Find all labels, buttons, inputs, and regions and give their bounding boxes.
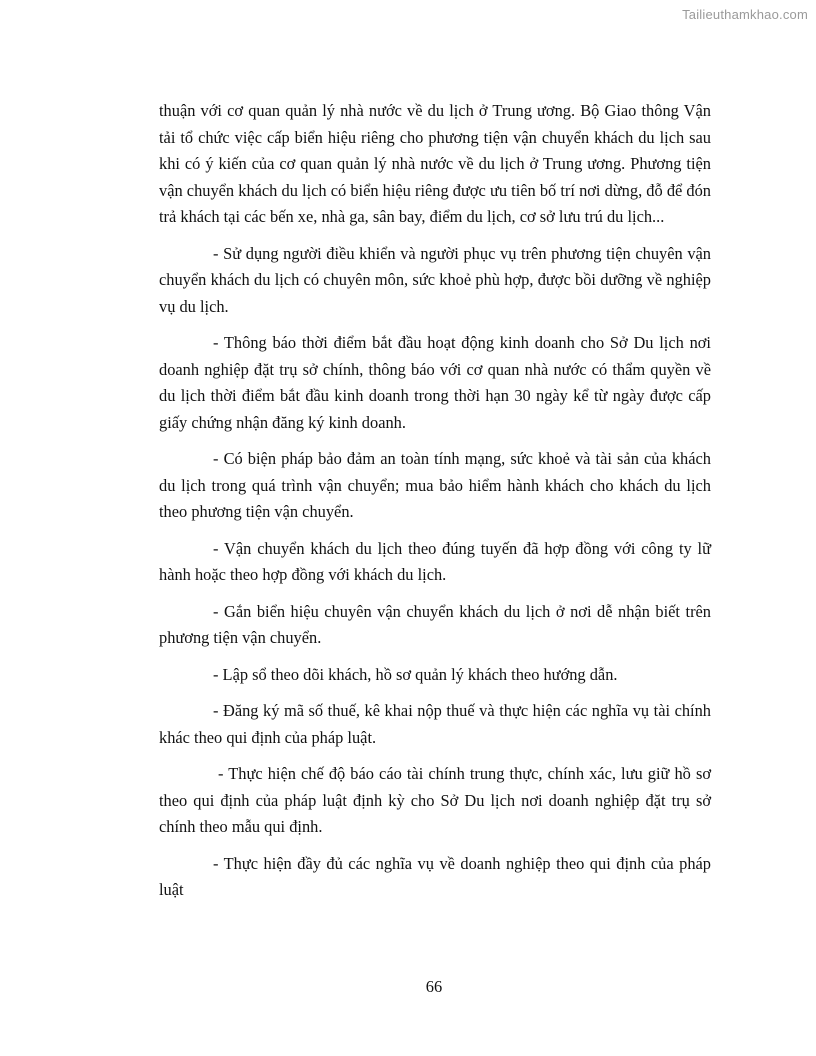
paragraph-bullet-signage: - Gắn biển hiệu chuyên vận chuyển khách du lịch ở nơi dễ nhận biết trên phương tiện vận chuyển. bbox=[159, 601, 711, 647]
page-number: 66 bbox=[425, 977, 443, 996]
paragraph-bullet-logbook: - Lập sổ theo dõi khách, hồ sơ quản lý khách theo hướng dẫn. bbox=[213, 664, 618, 684]
site-watermark: Tailieuthamkhao.com bbox=[682, 7, 808, 22]
paragraph-bullet-tax: - Đăng ký mã số thuế, kê khai nộp thuế và thực hiện các nghĩa vụ tài chính khác theo qui định của pháp luật. bbox=[159, 701, 711, 747]
paragraph-bullet-safety: - Có biện pháp bảo đảm an toàn tính mạng, sức khoẻ và tài sản của khách du lịch trong quá trình vận chuyển; mua bảo hiểm hành khách cho khách du lịch theo phương tiện vận chuyển. bbox=[159, 449, 711, 521]
paragraph-continuation: thuận với cơ quan quản lý nhà nước về du lịch ở Trung ương. Bộ Giao thông Vận tải tổ chức việc cấp biển hiệu riêng cho phương tiện vận chuyển khách du lịch sau khi có ý kiến của cơ quan quản lý nhà nước về du lịch ở Trung ương. Phương tiện vận chuyển khách du lịch có biển hiệu riêng được ưu tiên bố trí nơi dừng, đỗ để đón trả khách tại các bến xe, nhà ga, sân bay, điểm du lịch, cơ sở lưu trú du lịch... bbox=[159, 101, 711, 226]
paragraph-bullet-reporting: - Thực hiện chế độ báo cáo tài chính trung thực, chính xác, lưu giữ hồ sơ theo qui định của pháp luật định kỳ cho Sở Du lịch nơi doanh nghiệp đặt trụ sở chính theo mẫu qui định. bbox=[159, 764, 711, 836]
paragraph-bullet-route: - Vận chuyển khách du lịch theo đúng tuyến đã hợp đồng với công ty lữ hành hoặc theo hợp đồng với khách du lịch. bbox=[159, 538, 711, 584]
paragraph-bullet-obligations: - Thực hiện đầy đủ các nghĩa vụ về doanh nghiệp theo qui định của pháp luật bbox=[159, 853, 711, 899]
paragraph-bullet-staff: - Sử dụng người điều khiển và người phục vụ trên phương tiện chuyên vận chuyển khách du lịch có chuyên môn, sức khoẻ phù hợp, được bồi dưỡng về nghiệp vụ du lịch. bbox=[159, 243, 711, 316]
paragraph-bullet-notification: - Thông báo thời điểm bắt đầu hoạt động kinh doanh cho Sở Du lịch nơi doanh nghiệp đặt trụ sở chính, thông báo với cơ quan nhà nước có thẩm quyền về du lịch thời điểm bắt đầu kinh doanh trong thời hạn 30 ngày kể từ ngày được cấp giấy chứng nhận đăng ký kinh doanh. bbox=[159, 333, 711, 432]
document-body bbox=[159, 98, 711, 914]
